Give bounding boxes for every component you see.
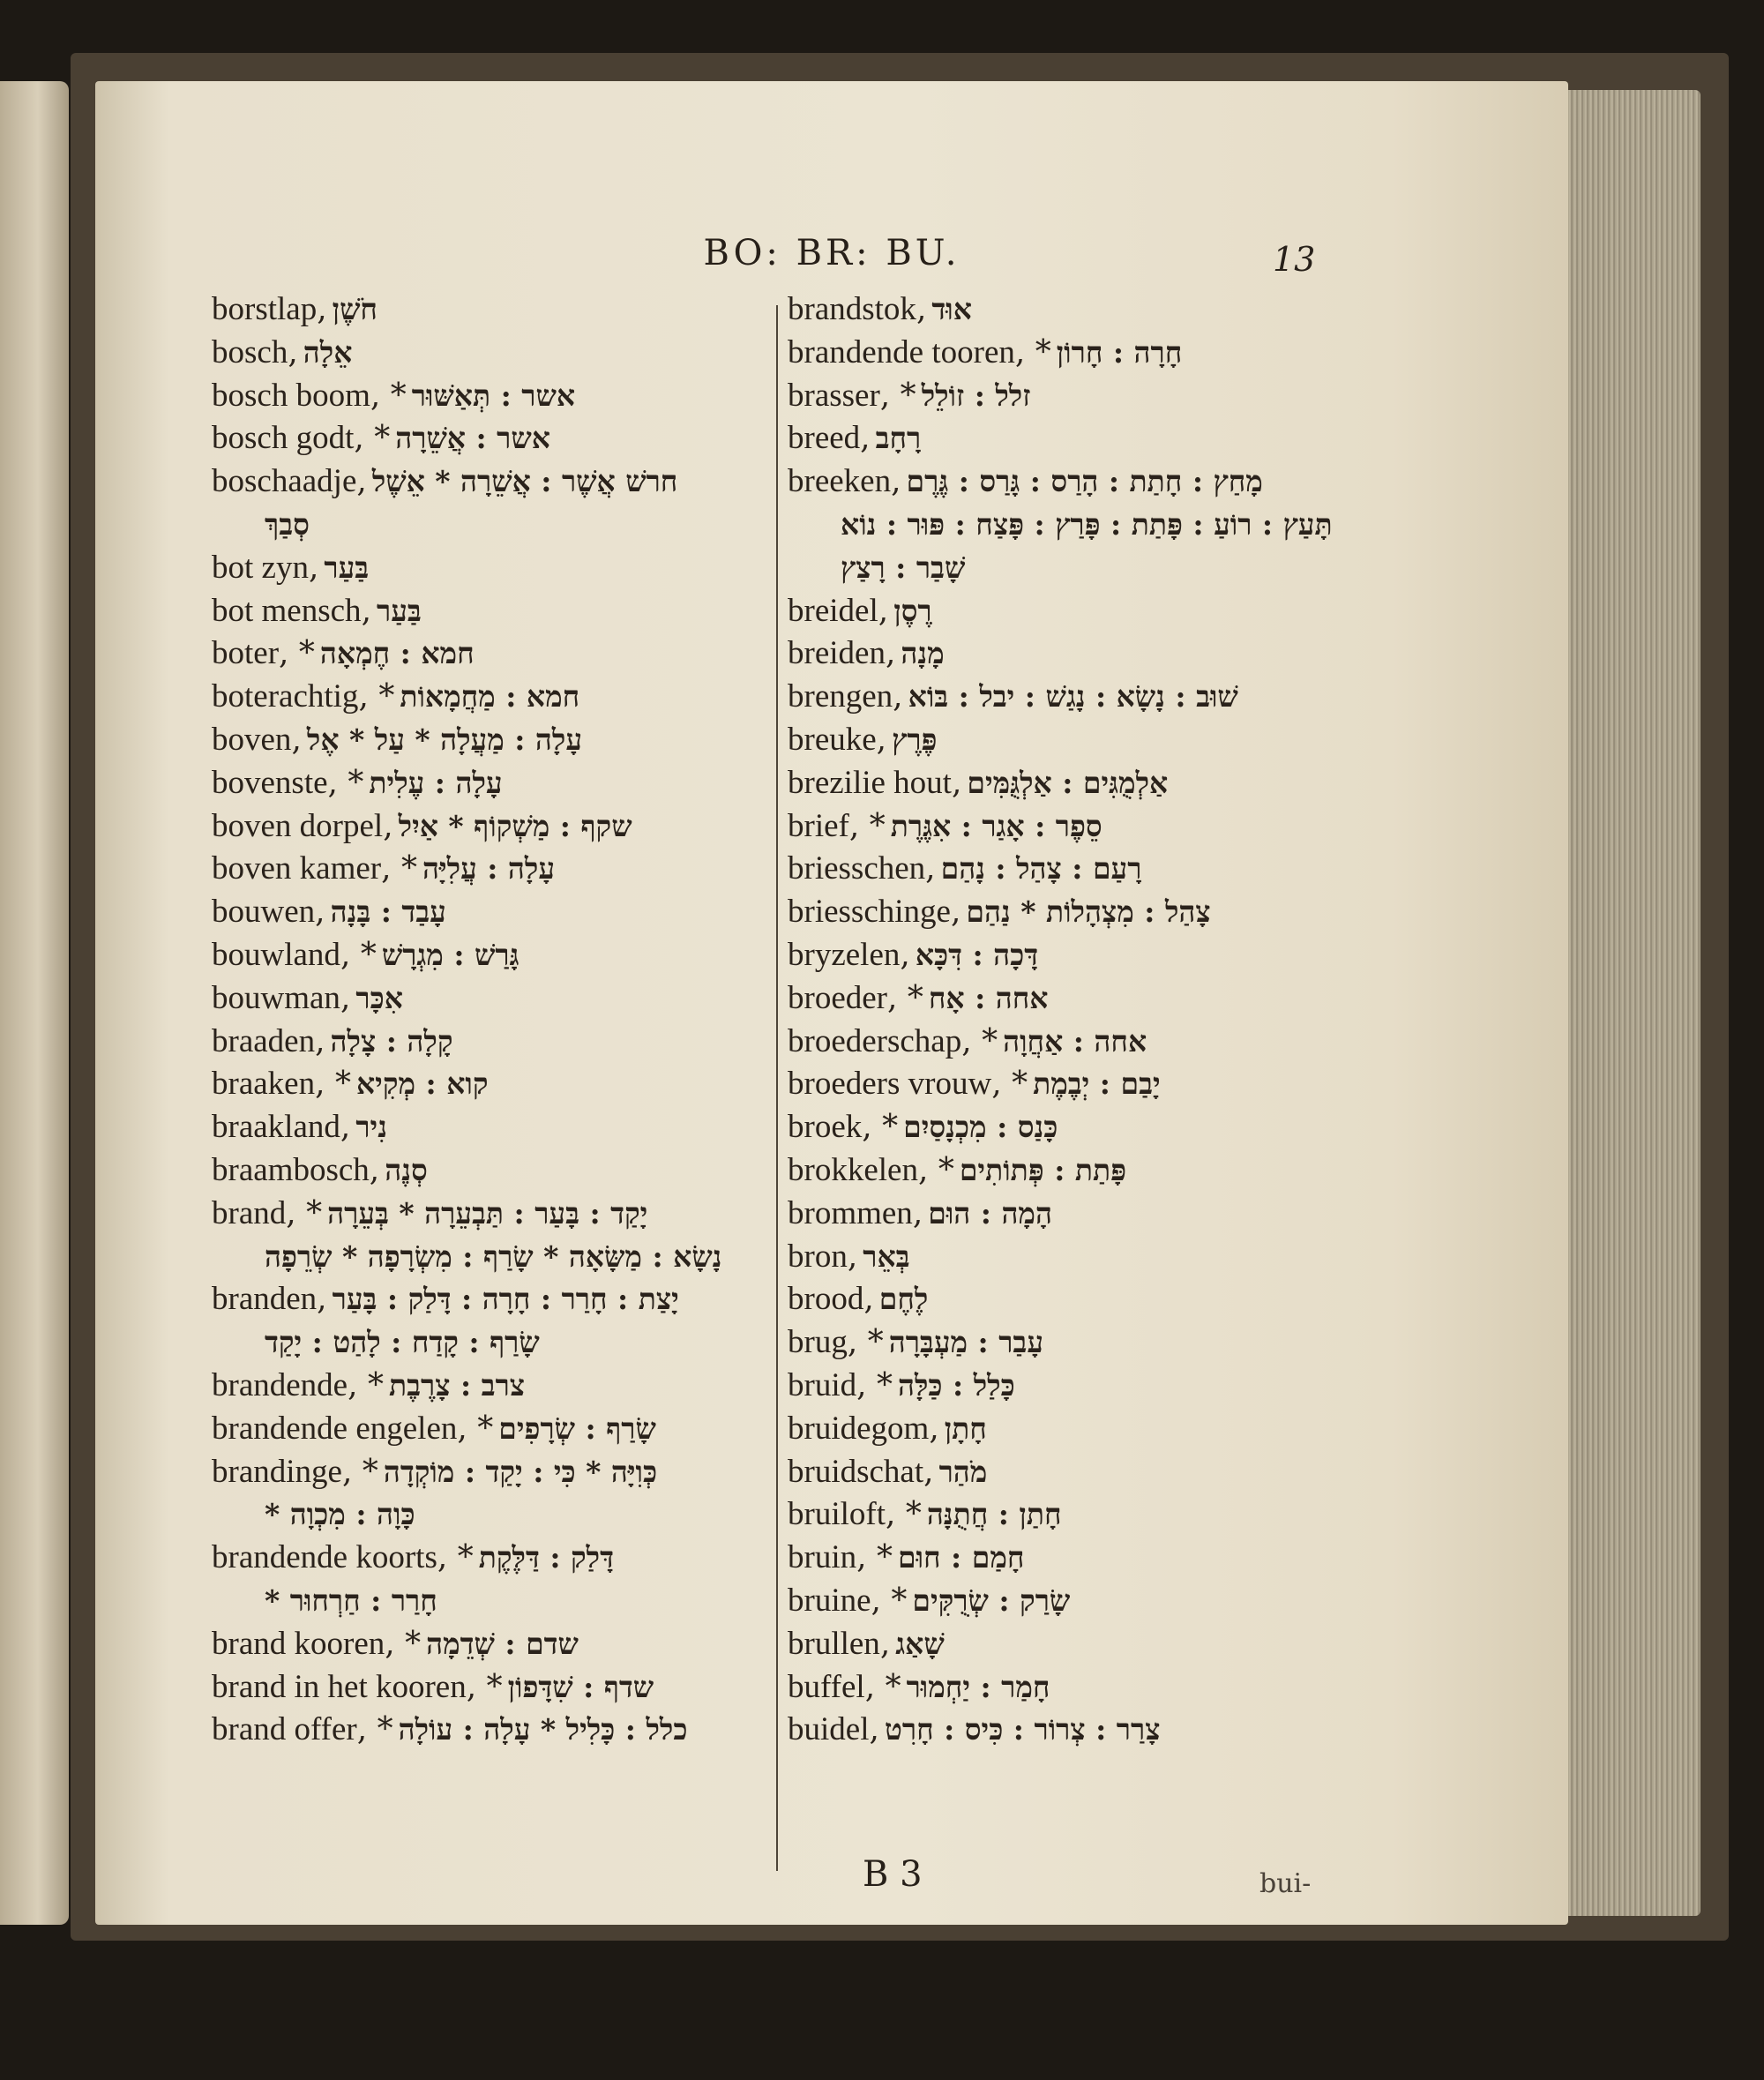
dictionary-entry — [212, 289, 847, 333]
entry-separator: , — [860, 420, 871, 457]
hebrew-gloss: שָׁאַג — [895, 1626, 945, 1661]
page-block-edges — [1568, 90, 1700, 1916]
entry-separator: , * — [847, 1324, 884, 1361]
hebrew-gloss: חָתָן — [944, 1410, 987, 1446]
dutch-headword: broederschap — [788, 1022, 962, 1059]
dictionary-entry — [788, 1624, 1423, 1667]
entry-separator: , — [885, 635, 896, 672]
hebrew-gloss: בַּעַר — [377, 593, 422, 628]
dutch-headword: boven — [212, 721, 292, 758]
dictionary-entry — [788, 978, 1423, 1021]
entry-separator: , * — [864, 1668, 901, 1705]
hebrew-gloss: אשר : אֲשֵׁרָה — [395, 421, 550, 456]
dutch-headword: bovenste — [212, 764, 328, 801]
dictionary-entry — [212, 1409, 847, 1452]
page-number: 13 — [1273, 240, 1316, 279]
dutch-headword: broeders vrouw — [788, 1066, 992, 1103]
hebrew-gloss: כָּנַס : מִכְנָסַיִם — [903, 1110, 1058, 1145]
dictionary-entry — [212, 1064, 847, 1107]
dictionary-entry — [788, 1710, 1423, 1753]
hebrew-gloss: מֹהַר — [938, 1454, 988, 1489]
dutch-headword: bosch boom — [212, 377, 370, 414]
dutch-headword: buidel — [788, 1711, 870, 1748]
entry-separator: , * — [279, 635, 315, 672]
dictionary-entry — [212, 1365, 847, 1409]
dutch-headword: braakland — [212, 1109, 340, 1146]
hebrew-gloss: נָשָׂא : מַשָּׂאָה * שָׂרַף : מִשְׂרָפָה * שְׂרֵפָה — [265, 1238, 722, 1274]
hebrew-gloss: רֶסֶן — [893, 593, 932, 628]
dictionary-entry — [212, 633, 847, 677]
dictionary-entry — [788, 461, 1423, 505]
entry-separator: , — [369, 1151, 380, 1188]
dutch-headword: briesschinge — [788, 894, 951, 931]
dutch-headword: branden — [212, 1281, 318, 1318]
dictionary-entry — [212, 677, 847, 720]
dutch-headword: bruin — [788, 1539, 857, 1576]
entry-separator: , — [356, 463, 367, 500]
entry-separator: , — [879, 1625, 891, 1662]
dutch-headword: bruid — [788, 1366, 857, 1403]
hebrew-gloss: כלל : כָּלִיל * עָלָה : עוֹלָה — [398, 1712, 688, 1747]
dutch-headword: brand kooren — [212, 1625, 385, 1662]
dutch-headword: broek — [788, 1109, 863, 1146]
entry-separator: , — [291, 721, 302, 758]
dutch-headword: boter — [212, 635, 280, 672]
entry-separator: , * — [327, 764, 364, 801]
dictionary-entry — [212, 1237, 847, 1280]
dictionary-entry — [212, 978, 847, 1021]
dictionary-entry — [788, 1409, 1423, 1452]
left-column — [212, 289, 847, 1753]
hebrew-gloss: מָנָה — [901, 636, 945, 671]
hebrew-gloss: פֶּרֶץ — [892, 722, 938, 757]
hebrew-gloss: חָמַם : חוּם — [898, 1540, 1025, 1575]
dutch-headword: bron — [788, 1238, 848, 1275]
dictionary-entry — [788, 1538, 1423, 1581]
entry-separator: , * — [381, 850, 418, 887]
hebrew-gloss: צרב : צָרֶבֶת — [388, 1367, 526, 1403]
dictionary-entry — [788, 376, 1423, 419]
entry-separator: , * — [356, 1711, 393, 1748]
dictionary-entry — [788, 892, 1423, 935]
dutch-headword: boven kamer — [212, 850, 382, 887]
hebrew-gloss: יָקַד : בָּעַר : תַּבְעֵרָה * בְּעֵרָה — [327, 1195, 648, 1231]
hebrew-gloss: אוּד — [931, 292, 972, 326]
entry-separator: , * — [917, 1151, 954, 1188]
column-rule — [776, 305, 778, 1871]
hebrew-gloss: תָּעַץ : רוֹעַ : פָּתַת : פָּרַץ : פָּצַח : פּוּר : נוֹא — [841, 506, 1333, 542]
entry-separator: , — [863, 1281, 874, 1318]
entry-separator: , — [361, 592, 372, 629]
dictionary-entry — [212, 1322, 847, 1365]
dictionary-entry — [788, 1667, 1423, 1710]
hebrew-gloss: סְבַךְ — [265, 506, 310, 542]
hebrew-gloss: מָחַץ : חָתַת : הָרַס : גָּרַס : גֶּרֶם — [906, 464, 1263, 499]
entry-separator: , — [317, 291, 327, 327]
entry-separator: , — [891, 463, 901, 500]
hebrew-gloss: אחה : אָח — [928, 980, 1049, 1015]
dictionary-entry — [788, 1107, 1423, 1150]
hebrew-gloss: עָלָה : עֶלִית — [369, 765, 503, 800]
hebrew-gloss: יָצַת : חָרַר : חָרָה : דָּלַק : בָּעַר — [332, 1282, 679, 1317]
hebrew-gloss: סְנֶה — [385, 1152, 428, 1187]
entry-separator: , * — [856, 1366, 893, 1403]
entry-separator: , * — [1014, 333, 1051, 370]
hebrew-gloss: עָבַד : בָּנָה — [330, 894, 446, 930]
entry-separator: , * — [466, 1668, 503, 1705]
dutch-headword: bosch godt — [212, 420, 355, 457]
hebrew-gloss: זלל : זוֹלֵל — [921, 378, 1031, 413]
dutch-headword: bouwman — [212, 979, 340, 1016]
dictionary-entry — [788, 849, 1423, 892]
hebrew-gloss: קוא : מְקִיא — [355, 1066, 489, 1102]
hebrew-gloss: שָׂרַף : שְׂרָפִים — [498, 1410, 656, 1446]
entry-separator: , — [383, 807, 393, 844]
entry-separator: , * — [879, 377, 916, 414]
left-page-edge — [0, 81, 69, 1925]
dutch-headword: bruidschat — [788, 1453, 924, 1490]
entry-separator: , — [315, 894, 325, 931]
hebrew-gloss: חמא : חֶמְאָה — [319, 636, 475, 671]
dictionary-entry — [212, 1538, 847, 1581]
dutch-headword: broeder — [788, 979, 887, 1016]
dutch-headword: brood — [788, 1281, 864, 1318]
entry-separator: , — [912, 1194, 923, 1231]
dictionary-entry — [788, 1193, 1423, 1237]
dutch-headword: breuke — [788, 721, 877, 758]
hebrew-gloss: חָתַן : חֲתֻנָּה — [926, 1497, 1062, 1532]
dictionary-entry — [788, 1581, 1423, 1624]
entry-separator: , — [900, 936, 910, 973]
hebrew-gloss: נִיר — [355, 1110, 387, 1145]
entry-separator: , — [929, 1410, 939, 1447]
dutch-headword: brommen — [788, 1194, 913, 1231]
dictionary-entry — [788, 418, 1423, 461]
dutch-headword: bruiloft — [788, 1496, 886, 1533]
hebrew-gloss: כָּוָה : מִכְוָה * — [265, 1497, 415, 1532]
dutch-headword: bosch — [212, 333, 288, 370]
dictionary-entry — [788, 1452, 1423, 1495]
entry-separator: , * — [862, 1109, 899, 1146]
hebrew-gloss: כָּלַל : כַּלָּה — [898, 1367, 1015, 1403]
signature-mark: B 3 — [863, 1854, 923, 1895]
dictionary-entry — [788, 333, 1423, 376]
hebrew-gloss: חָמַר : יַחְמוּר — [906, 1669, 1050, 1704]
dictionary-entry — [212, 461, 847, 505]
dictionary-entry — [788, 677, 1423, 720]
hebrew-gloss: חרשׁ אֲשֶׁר : אֲשֵׁרָה * אֵשֶׁל — [371, 464, 678, 499]
dictionary-entry — [788, 1064, 1423, 1107]
hebrew-gloss: חֹשֶׁן — [332, 292, 377, 326]
hebrew-gloss: יָבַם : יְבֶמֶת — [1033, 1066, 1161, 1102]
hebrew-gloss: עָבַר : מַעְבָּרָה — [888, 1325, 1043, 1360]
hebrew-gloss: חמא : מַחֲמָאוֹת — [400, 679, 580, 715]
dictionary-entry — [212, 1581, 847, 1624]
dutch-headword: bot mensch — [212, 592, 362, 629]
entry-separator: , * — [354, 420, 391, 457]
dictionary-entry — [788, 548, 1423, 591]
hebrew-gloss: שָׂרַק : שְׂרֻקִּים — [912, 1582, 1071, 1618]
entry-separator: , — [288, 333, 298, 370]
entry-separator: , — [923, 1453, 934, 1490]
dictionary-entry — [212, 935, 847, 978]
entry-separator: , — [925, 850, 936, 887]
entry-separator: , * — [340, 936, 377, 973]
entry-separator: , — [340, 1109, 351, 1146]
entry-separator: , — [876, 721, 887, 758]
entry-separator: , — [847, 1238, 858, 1275]
dutch-headword: breed — [788, 420, 861, 457]
hebrew-gloss: גָּרַשׁ : מִגְרָשׁ — [381, 937, 519, 972]
dutch-headword: boschaadje — [212, 463, 357, 500]
dutch-headword: braaden — [212, 1022, 316, 1059]
dutch-headword: brullen — [788, 1625, 880, 1662]
dutch-headword: boterachtig — [212, 678, 359, 715]
entry-separator: , — [869, 1711, 879, 1748]
dictionary-entry — [212, 1021, 847, 1065]
dictionary-entry — [212, 333, 847, 376]
entry-separator: , — [308, 549, 319, 586]
dutch-headword: buffel — [788, 1668, 865, 1705]
dutch-headword: brandende engelen — [212, 1410, 458, 1447]
book-page — [95, 81, 1568, 1925]
hebrew-gloss: קָלָה : צָלָה — [330, 1023, 453, 1059]
entry-separator: , * — [348, 1366, 384, 1403]
entry-separator: , — [317, 1281, 327, 1318]
hebrew-gloss: לֶחֶם — [878, 1282, 929, 1317]
dutch-headword: brezilie hout — [788, 764, 952, 801]
dictionary-entry — [788, 591, 1423, 634]
entry-separator: , * — [961, 1022, 998, 1059]
dictionary-entry — [212, 1494, 847, 1538]
hebrew-gloss: שָׁבַר : רָצַץ — [841, 550, 966, 585]
dutch-headword: brengen — [788, 678, 893, 715]
hebrew-gloss: סֵפֶר : אָגַר : אִגֶּרֶת — [890, 808, 1102, 843]
dictionary-entry — [212, 720, 847, 763]
dutch-headword: brandstok — [788, 291, 916, 327]
entry-separator: , * — [856, 1539, 893, 1576]
dictionary-entry — [788, 1279, 1423, 1322]
hebrew-gloss: שדם : שְׁדֵמָה — [426, 1626, 579, 1661]
entry-separator: , * — [991, 1066, 1028, 1103]
entry-separator: , * — [286, 1194, 323, 1231]
dutch-headword: brasser — [788, 377, 880, 414]
entry-separator: , — [951, 764, 962, 801]
dictionary-entry — [788, 1494, 1423, 1538]
hebrew-gloss: שדף : שִׁדָּפוֹן — [507, 1669, 654, 1704]
dictionary-entry — [788, 1365, 1423, 1409]
hebrew-gloss: צָהַל : מִצְהָלוֹת * נַהַם — [966, 894, 1211, 930]
dutch-headword: bryzelen — [788, 936, 901, 973]
dictionary-entry — [212, 806, 847, 849]
dictionary-entry — [788, 1237, 1423, 1280]
dutch-headword: brand in het kooren — [212, 1668, 467, 1705]
dutch-headword: brug — [788, 1324, 848, 1361]
entry-separator: , — [950, 894, 961, 931]
dutch-headword: brandende — [212, 1366, 348, 1403]
dictionary-entry — [788, 1021, 1423, 1065]
dutch-headword: boven dorpel — [212, 807, 384, 844]
entry-separator: , — [893, 678, 903, 715]
dictionary-entry — [788, 806, 1423, 849]
dutch-headword: briesschen — [788, 850, 926, 887]
entry-separator: , — [340, 979, 351, 1016]
dictionary-entry — [212, 1452, 847, 1495]
hebrew-gloss: עָלָה : מַעֲלָה * עַל * אֶל — [306, 722, 583, 757]
hebrew-gloss: רָעַם : צָהַל : נָהַם — [940, 851, 1142, 887]
entry-separator: , * — [887, 979, 923, 1016]
right-column — [788, 289, 1423, 1753]
dictionary-entry — [212, 418, 847, 461]
dutch-headword: brandinge — [212, 1453, 342, 1490]
entry-separator: , * — [358, 678, 395, 715]
catchword: bui- — [1259, 1868, 1312, 1899]
dictionary-entry — [788, 1150, 1423, 1193]
hebrew-gloss: אחה : אַחֲוָה — [1003, 1023, 1147, 1059]
dutch-headword: bouwen — [212, 894, 316, 931]
entry-separator: , — [878, 592, 889, 629]
dutch-headword: brief — [788, 807, 849, 844]
dutch-headword: bruidegom — [788, 1410, 930, 1447]
dutch-headword: braaken — [212, 1066, 316, 1103]
entry-separator: , * — [437, 1539, 474, 1576]
entry-separator: , — [315, 1022, 325, 1059]
hebrew-gloss: דָּכָה : דִּכָּא — [915, 937, 1039, 972]
dictionary-entry — [212, 548, 847, 591]
entry-separator: , * — [385, 1625, 422, 1662]
dictionary-entry — [212, 1193, 847, 1237]
dutch-headword: brokkelen — [788, 1151, 918, 1188]
dictionary-entry — [212, 591, 847, 634]
dictionary-entry — [788, 720, 1423, 763]
hebrew-gloss: עָלָה : עֲלִיָּה — [422, 851, 556, 887]
hebrew-gloss: שׁוּב : נָשָׂא : נָגַשׁ : יבל : בּוֹא — [908, 679, 1238, 715]
entry-separator: , * — [848, 807, 886, 844]
hebrew-gloss: אַלְמֻגִּים : אַלְגֻּמִּים — [967, 765, 1169, 800]
hebrew-gloss: חָרַר : חַרְחוּר * — [265, 1582, 437, 1618]
hebrew-gloss: צָרַר : צְרוֹר : כִּיס : חָרִט — [884, 1712, 1161, 1747]
dutch-headword: breeken — [788, 463, 892, 500]
entry-separator: , * — [315, 1066, 351, 1103]
hebrew-gloss: הָמָה : הוּם — [928, 1195, 1052, 1231]
dictionary-entry — [788, 935, 1423, 978]
dictionary-entry — [212, 1710, 847, 1753]
entry-separator: , * — [457, 1410, 494, 1447]
dictionary-entry — [212, 1279, 847, 1322]
hebrew-gloss: שָׂרַף : קָדַח : לָהַט : יָקַד — [265, 1325, 540, 1360]
dictionary-entry — [212, 1624, 847, 1667]
dictionary-entry — [212, 763, 847, 806]
hebrew-gloss: אִכָּר — [355, 980, 403, 1015]
hebrew-gloss: רָחָב — [875, 421, 922, 456]
dictionary-entry — [212, 1667, 847, 1710]
dictionary-entry — [788, 1322, 1423, 1365]
dictionary-entry — [212, 1150, 847, 1193]
hebrew-gloss: כְּוִיָּה * כִּי : יָקַד : מוֹקְדָה — [383, 1454, 658, 1489]
dictionary-entry — [788, 505, 1423, 548]
dutch-headword: bruine — [788, 1582, 871, 1619]
dutch-headword: bot zyn — [212, 549, 309, 586]
dutch-headword: brand — [212, 1194, 287, 1231]
hebrew-gloss: חָרָה : חָרוֹן — [1056, 334, 1183, 370]
dictionary-entry — [212, 505, 847, 548]
hebrew-gloss: אשר : תְּאַשּׁוּר — [411, 378, 576, 413]
hebrew-gloss: שקף : מַשְׁקוֹף * אַיִל — [398, 808, 632, 843]
hebrew-gloss: אֵלָה — [303, 334, 353, 370]
dutch-headword: braambosch — [212, 1151, 370, 1188]
entry-separator: , * — [885, 1496, 922, 1533]
dutch-headword: bouwland — [212, 936, 340, 973]
dictionary-entry — [788, 633, 1423, 677]
dictionary-entry — [788, 289, 1423, 333]
dictionary-entry — [212, 1107, 847, 1150]
entry-separator: , * — [871, 1582, 908, 1619]
dutch-headword: breiden — [788, 635, 886, 672]
dictionary-entry — [212, 376, 847, 419]
dictionary-entry — [212, 892, 847, 935]
dutch-headword: brandende tooren — [788, 333, 1015, 370]
entry-separator: , — [916, 291, 927, 327]
hebrew-gloss: בַּעַר — [324, 550, 370, 585]
hebrew-gloss: בְּאֵר — [863, 1238, 910, 1274]
dictionary-entry — [212, 849, 847, 892]
page-header: BO: BR: BU. — [703, 233, 960, 273]
dictionary-entry — [788, 763, 1423, 806]
entry-separator: , * — [341, 1453, 378, 1490]
dutch-headword: brand offer — [212, 1711, 357, 1748]
hebrew-gloss: פָּתַת : פְּתוֹתִים — [959, 1152, 1127, 1187]
hebrew-gloss: דָּלַק : דַּלֶּקֶת — [478, 1540, 614, 1575]
dutch-headword: breidel — [788, 592, 878, 629]
entry-separator: , * — [370, 377, 407, 414]
dutch-headword: brandende koorts — [212, 1539, 437, 1576]
dutch-headword: borstlap — [212, 291, 318, 327]
